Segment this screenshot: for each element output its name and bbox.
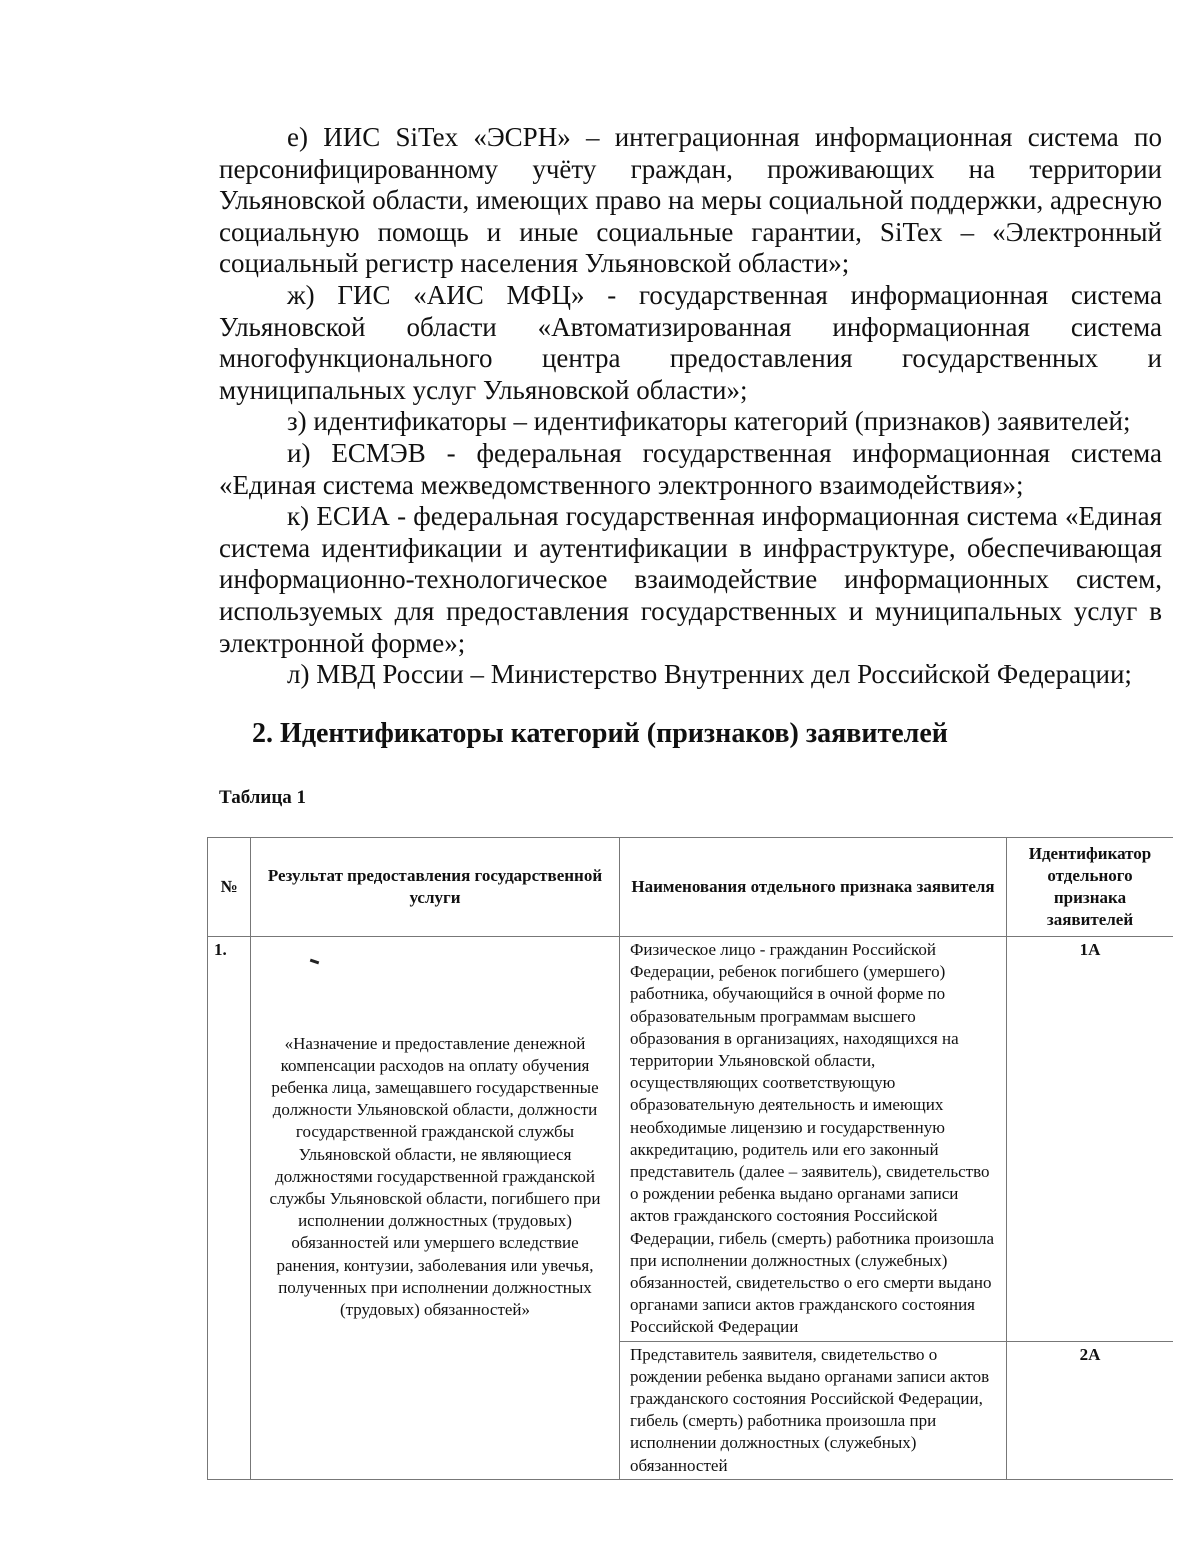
feature-cell: Представитель заявителя, свидетельство о рождении ребенка выдано органами записи актов гражданского состояния Российской Федерации, гибель (смерть) работника произошла при исполнении должностных (служебных) обязанностей <box>620 1341 1007 1479</box>
header-feature-name: Наименования отдельного признака заявителя <box>620 838 1007 937</box>
definition-k: к) ЕСИА - федеральная государственная информационная система «Единая система идентификации и аутентификации в инфраструктуре, обеспечивающая информационно-технологическое взаимодействие информационных систем, используемых для предоставления государственных и муниципальных услуг в электронной форме»; <box>219 501 1162 658</box>
service-result-cell <box>251 937 620 1480</box>
header-result: Результат предоставления государственной услуги <box>251 838 620 937</box>
header-number: № <box>208 838 251 937</box>
identifiers-table <box>207 837 1173 1480</box>
definitions-list <box>219 122 1162 691</box>
table-row <box>208 937 1174 1342</box>
definition-e: е) ИИС SiTex «ЭСРН» – интеграционная информационная система по персонифицированному учёту граждан, проживающих на территории Ульяновской области, имеющих право на меры социальной поддержки, адресную социальную помощь и иные социальные гарантии, SiTex – «Электронный социальный регистр населения Ульяновской области»; <box>219 122 1162 279</box>
row-number: 1. <box>208 937 251 1480</box>
service-result-text: «Назначение и предоставление денежной компенсации расходов на оплату обучения ребенка лица, замещавшего государственные должности Ульяновской области, должности государственной гражданской службы Ульяновской области, не являющиеся должностями государственной гражданской службы Ульяновской области, погибшего при исполнении должностных (трудовых) обязанностей или умершего вследствие ранения, контузии, заболевания или увечья, полученных при исполнении должностных (трудовых) обязанностей» <box>269 1033 601 1320</box>
header-identifier: Идентификатор отдельного признака заявителей <box>1007 838 1174 937</box>
table-header-row <box>208 838 1174 937</box>
definition-z: з) идентификаторы – идентификаторы категорий (признаков) заявителей; <box>287 406 1131 437</box>
section-title: 2. Идентификаторы категорий (признаков) заявителей <box>252 718 948 749</box>
table-container <box>207 837 1173 1551</box>
identifier-cell: 1А <box>1007 937 1174 1342</box>
definition-i: и) ЕСМЭВ - федеральная государственная информационная система «Единая система межведомственного электронного взаимодействия»; <box>219 437 1162 500</box>
feature-cell: Физическое лицо - гражданин Российской Федерации, ребенок погибшего (умершего) работника, обучающийся в очной форме по образовательным программам высшего образования в организациях, находящихся на территории Ульяновской области, осуществляющих соответствующую образовательную деятельность и имеющих необходимые лицензию и государственную аккредитацию, родитель или его законный представитель (далее – заявитель), свидетельство о рождении ребенка выдано органами записи актов гражданского состояния Российской Федерации, гибель (смерть) работника произошла при исполнении должностных (служебных) обязанностей, свидетельство о его смерти выдано органами записи актов гражданского состояния Российской Федерации <box>620 937 1007 1342</box>
definition-zh: ж) ГИС «АИС МФЦ» - государственная информационная система Ульяновской области «Автоматизированная информационная система многофункционального центра предоставления государственных и муниципальных услуг Ульяновской области»; <box>219 279 1162 405</box>
table-caption: Таблица 1 <box>219 787 307 808</box>
identifier-cell: 2А <box>1007 1341 1174 1479</box>
definition-l: л) МВД России – Министерство Внутренних дел Российской Федерации; <box>287 659 1132 690</box>
